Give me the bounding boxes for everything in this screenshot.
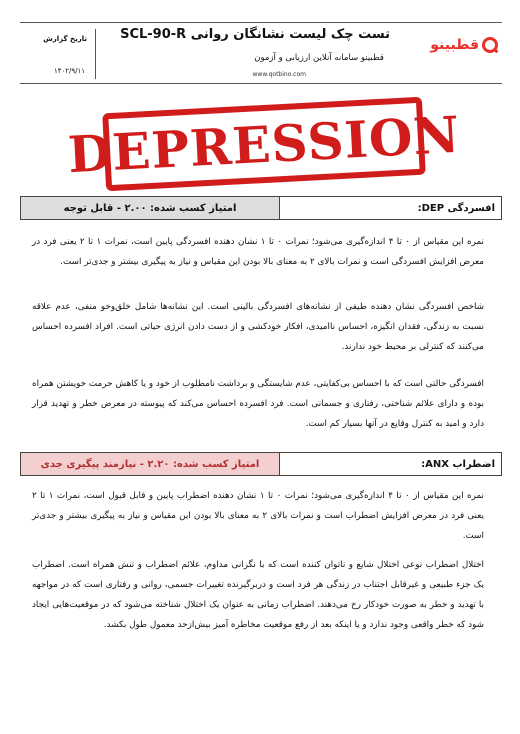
dep-score-value: امتیاز کسب شده: ۲.۰۰ - قابل توجه	[21, 197, 279, 219]
stamp-text: DEPRESSION	[66, 104, 462, 184]
report-subtitle: قطبینو سامانه آنلاین ارزیابی و آزمون	[254, 53, 384, 63]
depression-stamp	[66, 97, 462, 192]
anx-score-value: امتیاز کسب شده: ۲.۲۰ - نیازمند پیگیری جدی	[21, 453, 279, 475]
dep-score-bar	[20, 196, 502, 220]
anx-paragraph-1: نمره این مقیاس از ۰ تا ۴ اندازه‌گیری می‌شود؛ نمرات ۰ تا ۱ نشان دهنده اضطراب پایین و قابل قبول است، نمرات ۱ تا ۲ یعنی فرد در معرض افزایش اضطراب است و نمرات بالای ۲ به معنای بالا بودن این مقیاس و نیاز به پیگیری بیشتر و جدی‌تر است.	[32, 491, 484, 541]
date-value: ۱۴۰۲/۹/۱۱	[53, 67, 85, 75]
brand-logo	[430, 37, 498, 53]
dep-paragraph-1: نمره این مقیاس از ۰ تا ۴ اندازه‌گیری می‌شود؛ نمرات ۰ تا ۱ نشان دهنده افسردگی پایین است، نمرات ۱ تا ۲ یعنی فرد در معرض افزایش افسردگی است و نمرات بالای ۲ به معنای بالا بودن این مقیاس و نیاز به پیگیری بیشتر و جدی‌تر است.	[32, 237, 484, 267]
date-label: تاریخ گزارش	[43, 35, 87, 43]
report-header	[20, 22, 502, 84]
anx-paragraph-2: اختلال اضطراب نوعی اختلال شایع و ناتوان کننده است که با نگرانی مداوم، علائم اضطراب و تنش همراه است. اضطراب یک جزء طبیعی و غیرقابل اجتناب در زندگی هر فرد است و دربرگیرنده تغییرات جسمی، روانی و رفتاری است که در مواجهه با تهدید و خطر به صورت خودکار رخ می‌دهند. اضطراب زمانی به عنوان یک اختلال شناخته می‌شود که در موقعیت‌هایی ایجاد شود که خطر واقعی وجود ندارد و یا اینکه بعد از رفع موقعیت مخاطره آمیز بیش‌ازحد معمول طول بکشد.	[32, 560, 484, 630]
dep-scale-name: افسردگی DEP:	[279, 197, 501, 219]
report-title: تست چک لیست نشانگان روانی SCL-90-R	[120, 27, 390, 42]
anx-score-bar	[20, 452, 502, 476]
anx-scale-name: اضطراب ANX:	[279, 453, 501, 475]
date-block	[26, 29, 96, 79]
qotbino-logo-icon	[482, 37, 498, 53]
website-url: www.qotbino.com	[252, 71, 306, 78]
dep-paragraph-2: شاخص افسردگی نشان دهنده طیفی از نشانه‌های افسردگی بالینی است. این نشانه‌ها شامل خلق‌وخو منفی، عدم علاقه نسبت به زندگی، فقدان انگیزه، احساس ناامیدی، افکار خودکشی و از دست دادن انرژی حیاتی است. افراد افسرده احساس می‌کنند که کنترلی بر محیط خود ندارند.	[32, 302, 484, 352]
dep-paragraph-3: افسردگی حالتی است که با احساس بی‌کفایتی، عدم شایستگی و برداشت نامطلوب از خود و یا کاهش حرمت خویشتن همراه بوده و دارای علائم شناختی، رفتاری و جسمانی است. فرد افسرده احساس می‌کند که پیوسته در معرض خطر و تهدید قرار دارد و امید به کنترل وقایع در آنها بسیار کم است.	[32, 379, 484, 429]
brand-name: قطبینو	[430, 37, 479, 53]
